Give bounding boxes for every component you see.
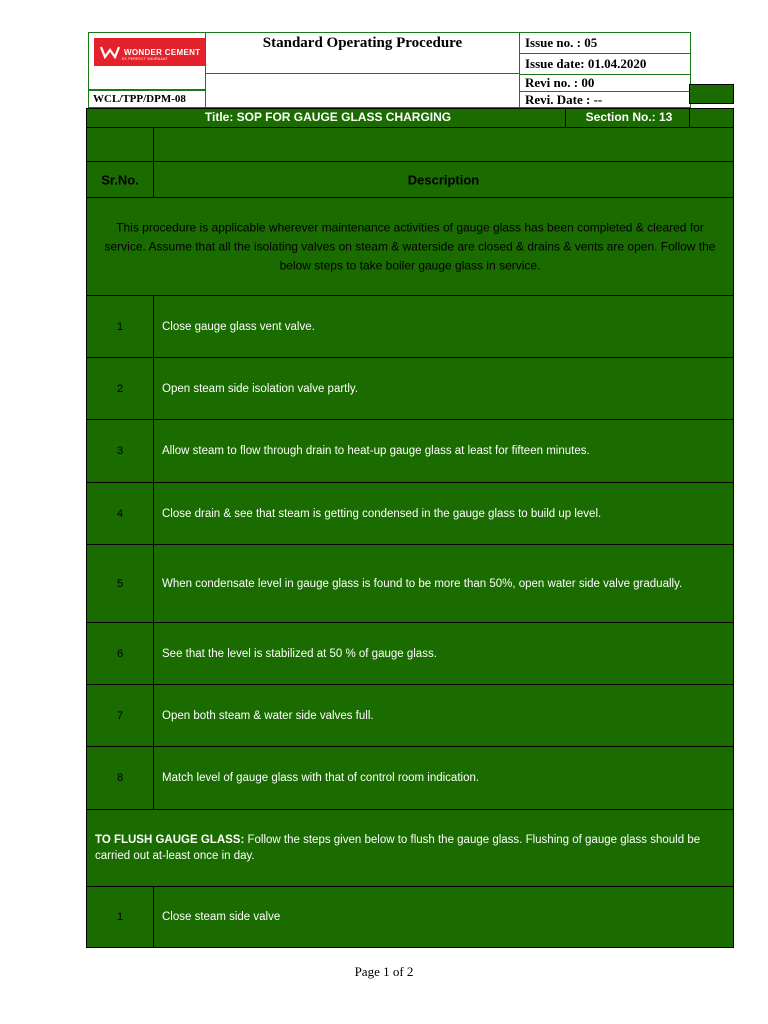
step-number: 1 (116, 320, 124, 333)
blank-cell (205, 73, 520, 108)
issue-date-cell (519, 53, 691, 75)
step-number: 1 (116, 911, 124, 923)
section-no: Section No.: 13 (585, 110, 673, 124)
table-row (86, 295, 734, 358)
table-row (86, 419, 734, 483)
table-row (86, 482, 734, 545)
step-number: 7 (116, 709, 124, 722)
table-row (86, 746, 734, 810)
header-corner-band (689, 84, 734, 104)
table-row (86, 544, 734, 623)
title-divider (565, 109, 566, 127)
issue-no: Issue no. : 05 (525, 35, 598, 50)
table-row (86, 886, 734, 948)
intro-row (86, 197, 734, 296)
step-text: Allow steam to flow through drain to heat-up gauge glass at least for fifteen minutes. (162, 445, 590, 457)
revi-date-cell (519, 91, 691, 108)
table-row (86, 622, 734, 685)
step-number: 2 (116, 382, 124, 395)
table-row (86, 684, 734, 747)
step-text: Open steam side isolation valve partly. (162, 382, 359, 395)
step-text: See that the level is stabilized at 50 % of gauge glass. (162, 647, 437, 660)
logo-tagline: EK PERFECT SHURUAAT (122, 57, 168, 61)
document-header (88, 32, 691, 108)
table-header-row (86, 161, 734, 198)
step-number: 5 (116, 577, 124, 590)
flush-intro-text (95, 832, 725, 864)
flush-description: Follow the steps given below to flush the gauge glass. Flushing of gauge glass should be carried out at-least once in day. (95, 834, 701, 862)
step-number: 3 (116, 445, 124, 457)
wonder-logo-icon (100, 45, 120, 59)
title-bar (86, 108, 734, 128)
step-number: 6 (116, 647, 124, 660)
step-text: Close gauge glass vent valve. (162, 320, 315, 333)
step-text: When condensate level in gauge glass is found to be more than 50%, open water side valve gradually. (162, 577, 683, 590)
revi-date: Revi. Date : -- (525, 92, 603, 107)
column-header-srno: Sr.No. (101, 172, 139, 187)
sop-title: Title: SOP FOR GAUGE GLASS CHARGING (204, 110, 452, 124)
revi-no-cell (519, 74, 691, 92)
revi-no: Revi no. : 00 (525, 75, 595, 90)
step-number: 8 (116, 772, 124, 784)
step-text: Match level of gauge glass with that of control room indication. (162, 772, 480, 784)
doc-type-cell (205, 32, 520, 74)
table-row (86, 357, 734, 420)
doc-type: Standard Operating Procedure (262, 35, 463, 51)
flush-label: TO FLUSH GAUGE GLASS: (95, 834, 245, 846)
title-divider (689, 109, 690, 127)
step-text: Close steam side valve (162, 911, 281, 923)
page-number: Page 1 of 2 (354, 964, 414, 979)
intro-text: This procedure is applicable wherever maintenance activities of gauge glass has been completed & cleared for service. Assume that all the isolating valves on steam & waterside are closed & drains & vents are open. Follow the below steps to take boiler gauge glass in service. (104, 220, 716, 272)
column-header-description: Description (407, 172, 480, 187)
flush-intro-row (86, 809, 734, 887)
step-text: Open both steam & water side valves full. (162, 709, 374, 722)
step-number: 4 (116, 507, 124, 520)
issue-no-cell (519, 32, 691, 54)
blank-row (86, 127, 734, 162)
doc-code: WCL/TPP/DPM-08 (93, 93, 186, 105)
sop-table (86, 108, 734, 948)
company-logo (94, 38, 205, 66)
step-text: Close drain & see that steam is getting condensed in the gauge glass to build up level. (162, 507, 602, 520)
logo-cell (88, 32, 206, 90)
issue-date: Issue date: 01.04.2020 (525, 56, 647, 71)
doc-code-cell (88, 90, 206, 108)
logo-brand-text: WONDER CEMENT (124, 47, 201, 57)
